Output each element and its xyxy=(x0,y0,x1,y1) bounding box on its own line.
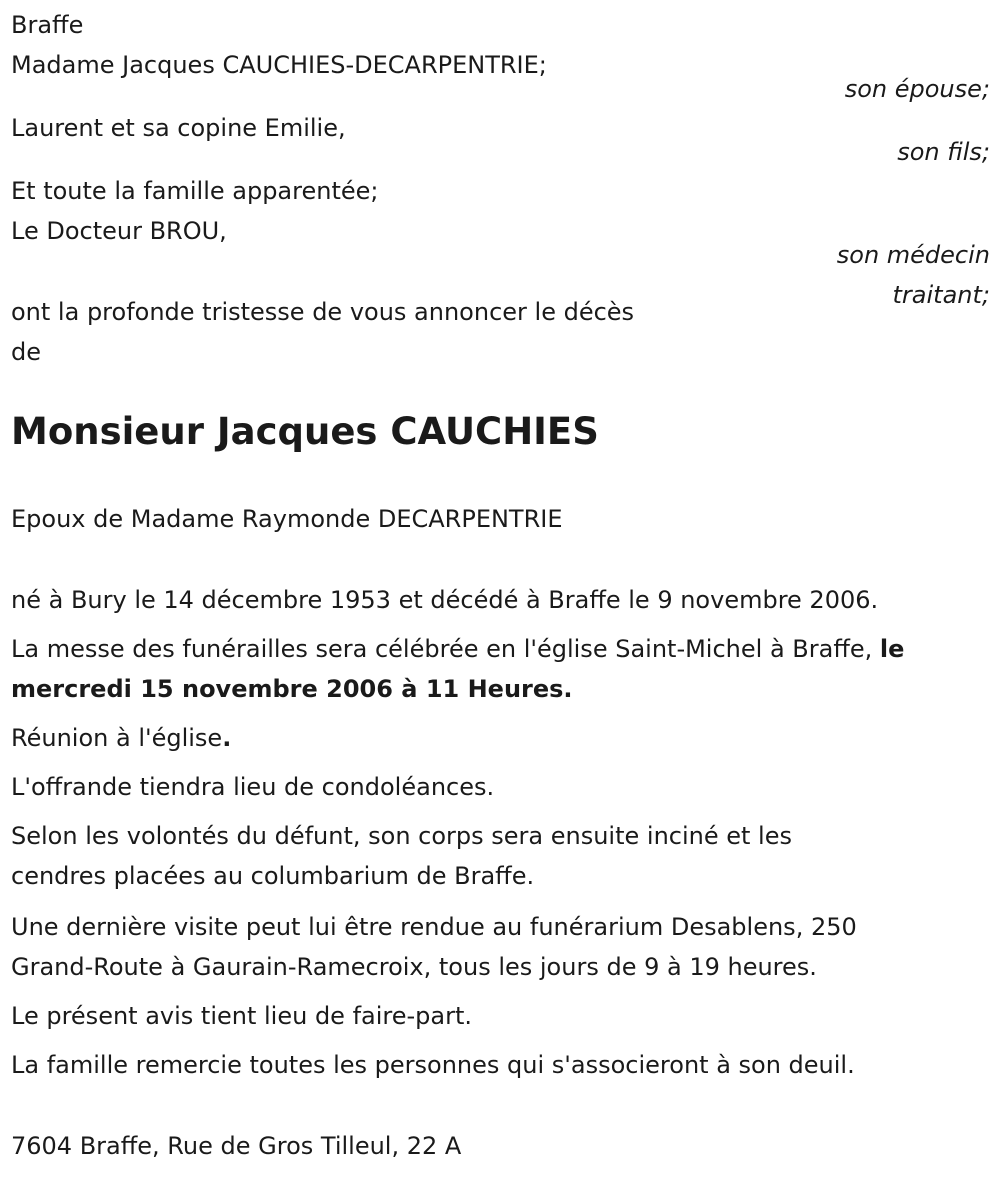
announce-line-1: ont la profonde tristesse de vous annoncer le décès xyxy=(11,298,635,326)
mass-line-1 xyxy=(11,629,904,669)
meeting-line xyxy=(11,718,231,758)
visit-line-1: Une dernière visite peut lui être rendue au funérarium Desablens, 250 xyxy=(11,913,857,941)
son-line: Laurent et sa copine Emilie, xyxy=(11,114,346,142)
doctor-role-2: traitant; xyxy=(892,281,990,309)
doctor-line: Le Docteur BROU, xyxy=(11,217,227,245)
cremation-line-1: Selon les volontés du défunt, son corps sera ensuite inciné et les xyxy=(11,822,792,850)
notice-line: Le présent avis tient lieu de faire-part. xyxy=(11,1002,473,1030)
mass-date-line: mercredi 15 novembre 2006 à 11 Heures. xyxy=(11,675,573,703)
meeting-dot: . xyxy=(222,724,232,752)
wife-line: Madame Jacques CAUCHIES-DECARPENTRIE; xyxy=(11,51,547,79)
town-line: Braffe xyxy=(11,11,84,39)
meeting-text: Réunion à l'église xyxy=(11,724,223,752)
mass-text: La messe des funérailles sera célébrée en l'église Saint-Michel à Braffe, xyxy=(11,635,880,663)
offering-line: L'offrande tiendra lieu de condoléances. xyxy=(11,773,495,801)
thanks-line: La famille remercie toutes les personnes qui s'associeront à son deuil. xyxy=(11,1051,855,1079)
mass-date-start: le xyxy=(879,635,905,663)
address-line: 7604 Braffe, Rue de Gros Tilleul, 22 A xyxy=(11,1132,462,1160)
cremation-line-2: cendres placées au columbarium de Braffe. xyxy=(11,862,535,890)
family-line: Et toute la famille apparentée; xyxy=(11,177,379,205)
spouse-line: Epoux de Madame Raymonde DECARPENTRIE xyxy=(11,505,563,533)
deceased-name: Monsieur Jacques CAUCHIES xyxy=(11,410,599,453)
doctor-role-1: son médecin xyxy=(836,241,990,269)
wife-role: son épouse; xyxy=(844,75,990,103)
son-role: son fils; xyxy=(897,138,990,166)
announce-line-2: de xyxy=(11,338,41,366)
visit-line-2: Grand-Route à Gaurain-Ramecroix, tous les jours de 9 à 19 heures. xyxy=(11,953,817,981)
birth-death-line: né à Bury le 14 décembre 1953 et décédé à Braffe le 9 novembre 2006. xyxy=(11,586,879,614)
